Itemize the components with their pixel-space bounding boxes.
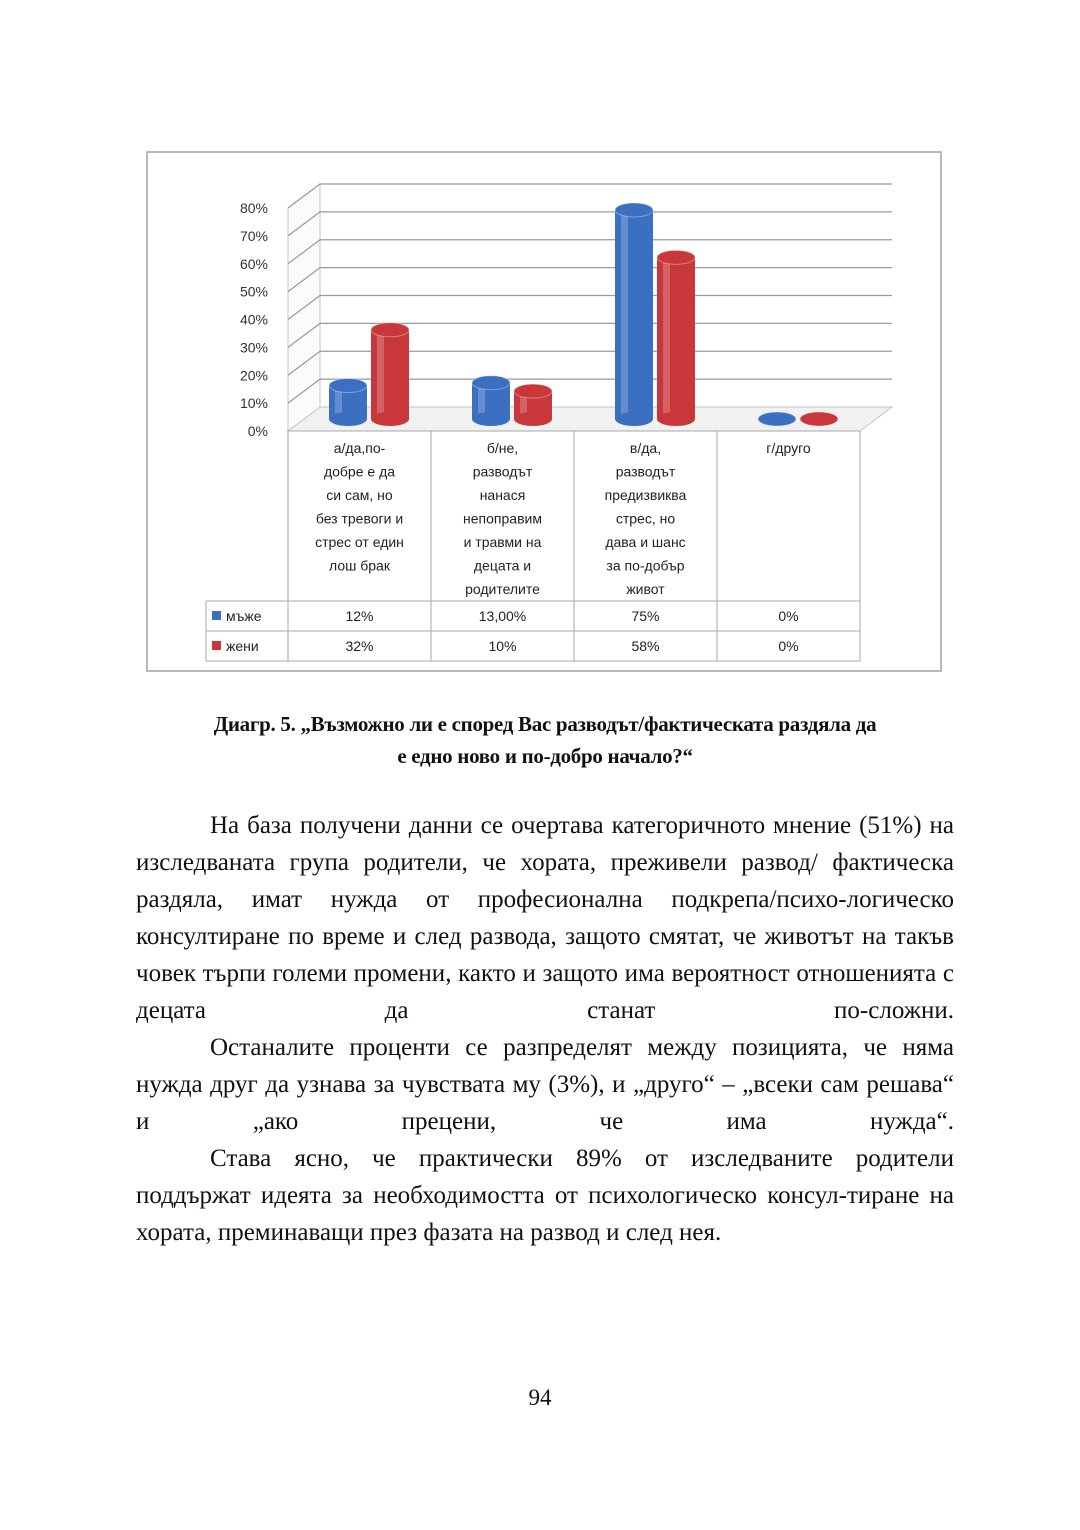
category-label: и травми на (463, 534, 542, 550)
category-label: родителите (465, 581, 540, 597)
legend-key-men (212, 611, 221, 620)
paragraph-1: На база получени данни се очертава категоричното мнение (51%) на изследваната група родители, че хората, преживели развод/ фактическа раздяла, имат нужда от професионална подкрепа/психо-логическо консултиране по време и след развода, защото смятат, че животът на такъв човек търпи големи промени, както и защото има вероятност отношенията с децата да станат по-сложни. (136, 812, 954, 1024)
value-label-men: 12% (345, 608, 374, 624)
y-tick-label: 70% (239, 227, 268, 244)
bar-men-bottom (472, 412, 510, 426)
bar-women (371, 330, 409, 419)
y-tick-label: 40% (239, 311, 268, 328)
category-label: стрес от един (315, 534, 404, 550)
y-tick-label: 50% (239, 283, 268, 300)
value-label-men: 0% (778, 608, 799, 624)
gridline (288, 268, 892, 292)
y-tick-label: 20% (239, 367, 268, 384)
y-tick-label: 30% (239, 339, 268, 356)
category-label: дава и шанс (605, 534, 686, 550)
category-label: разводът (615, 463, 676, 480)
bar-women-top (514, 384, 552, 398)
category-label: г/друго (766, 440, 811, 456)
y-tick-label: 60% (239, 255, 268, 272)
caption-line-2: е едно ново и по-добро начало?“ (397, 744, 693, 768)
legend-label-women: жени (226, 638, 259, 654)
bar-women-top (371, 323, 409, 337)
bar-men-top (758, 412, 796, 426)
bar-men-bottom (329, 412, 367, 426)
page-number: 94 (528, 1385, 552, 1410)
bar-women-bottom (514, 412, 552, 426)
bar-men (615, 210, 653, 419)
value-label-men: 13,00% (478, 608, 527, 624)
category-label: лош брак (329, 557, 390, 574)
bar-women (657, 257, 695, 419)
chart-frame (146, 151, 942, 672)
category-label: за по-добър (606, 557, 685, 574)
value-label-women: 0% (778, 638, 799, 654)
bar-men-top (472, 376, 510, 390)
y-tick-label: 0% (247, 423, 268, 439)
caption-line-1: Диагр. 5. „Възможно ли е според Вас разводът/фактическата раздяла да (213, 712, 877, 736)
bar-women-top (657, 250, 695, 264)
category-label: децата и (473, 557, 532, 574)
value-label-women: 58% (631, 638, 660, 654)
category-label: предизвиква (604, 487, 687, 503)
category-label: разводът (472, 463, 533, 480)
paragraph-3: Става ясно, че практически 89% от изследваните родители поддържат идеята за необходимостта от психологическо консул-тиране на хората, преминаващи през фазата на развод и след нея. (136, 1145, 954, 1246)
bar-chart (148, 153, 940, 670)
gridline (288, 296, 892, 320)
category-label: си сам, но (326, 487, 393, 503)
legend-key-women (212, 641, 221, 650)
category-label: б/не, (486, 440, 519, 456)
value-label-women: 32% (345, 638, 374, 654)
bar-women-bottom (371, 412, 409, 426)
bar-men-bottom (615, 412, 653, 426)
category-label: а/да,по- (333, 440, 386, 456)
bar-women-highlight (377, 330, 384, 419)
category-label: добре е да (323, 463, 396, 480)
category-label: живот (626, 581, 665, 597)
paragraph-2: Останалите проценти се разпределят между позицията, че няма нужда друг да узнава за чувствата му (3%), и „друго“ – „всеки сам решава“ и „ако прецени, че има нужда“. (136, 1034, 954, 1135)
bar-men-top (615, 203, 653, 217)
figure-caption (130, 708, 960, 772)
bar-women-highlight (663, 257, 670, 419)
gridline (288, 240, 892, 264)
gridline (288, 184, 892, 208)
y-tick-label: 80% (239, 200, 268, 216)
bar-women-bottom (657, 412, 695, 426)
y-tick-label: 10% (239, 395, 268, 412)
body-text (136, 807, 954, 1251)
category-label: нанася (479, 487, 526, 503)
bar-men-top (329, 379, 367, 393)
category-label: стрес, но (615, 510, 676, 527)
gridline (288, 212, 892, 236)
category-label: в/да, (629, 440, 662, 456)
legend-label-men: мъже (226, 608, 262, 624)
bar-women-top (800, 412, 838, 426)
category-label: без тревоги и (315, 510, 404, 527)
value-label-men: 75% (631, 608, 660, 624)
bar-men-highlight (621, 210, 628, 419)
value-label-women: 10% (488, 638, 517, 654)
category-label: непоправим (463, 510, 542, 527)
